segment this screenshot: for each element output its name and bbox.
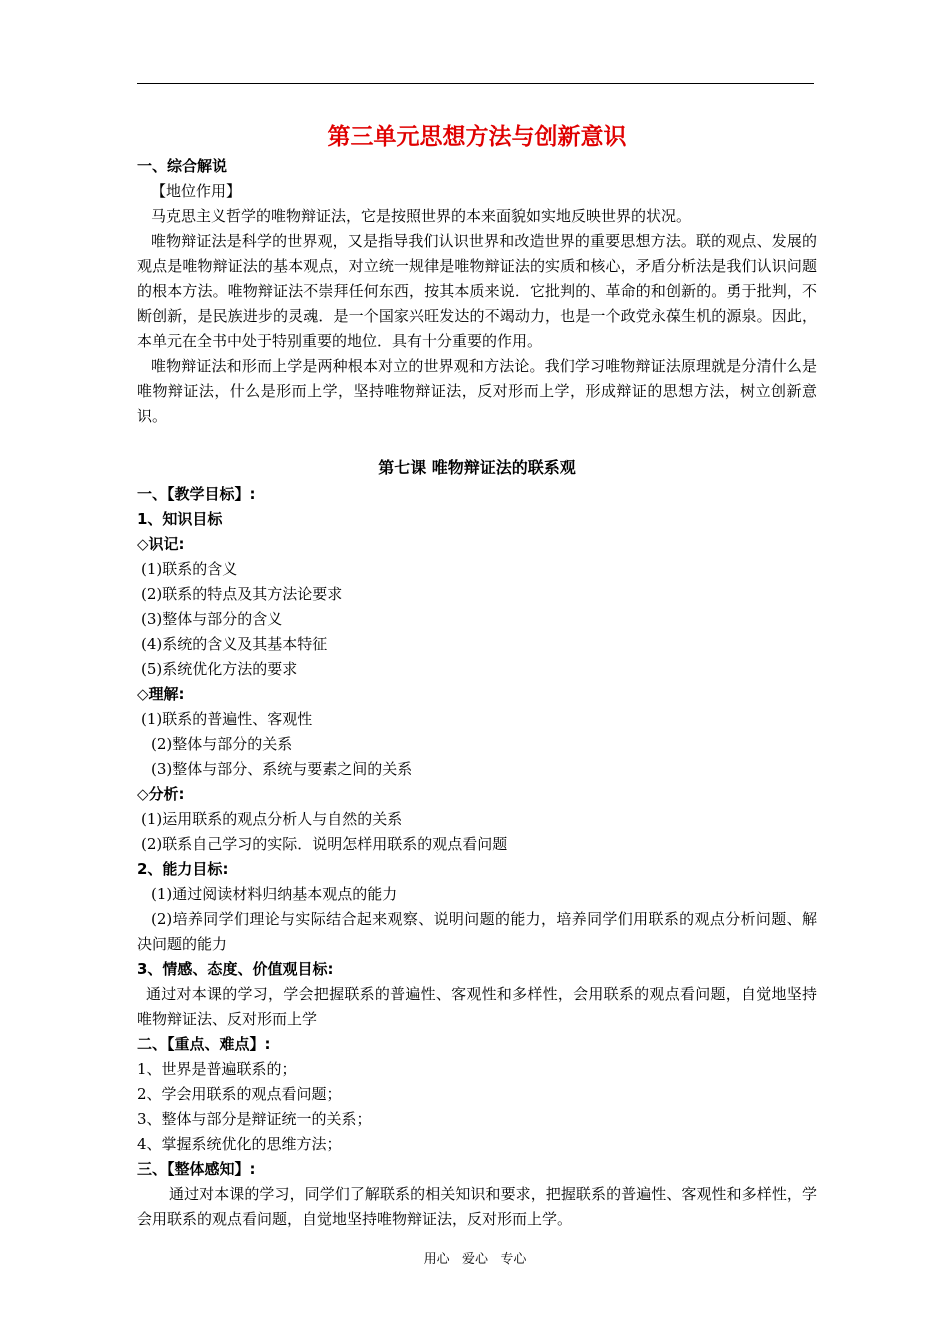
overall-text: 通过对本课的学习，同学们了解联系的相关知识和要求，把握联系的普遍性、客观性和多样性，学会用联系的观点看问题，自觉地坚持唯物辩证法，反对形而上学。	[137, 1185, 817, 1228]
header-rule	[137, 83, 814, 84]
key-points-heading: 二、【重点、难点】:	[137, 1035, 271, 1053]
analyze-heading: ◇分析:	[137, 785, 185, 803]
page-footer: 用心 爱心 专心	[423, 1252, 527, 1267]
understand-item: (2)整体与部分的关系	[151, 735, 293, 753]
key-point-item: 2、学会用联系的观点看问题；	[137, 1085, 342, 1103]
key-point-item: 1、世界是普遍联系的；	[137, 1060, 297, 1078]
memorize-heading: ◇识记:	[137, 535, 185, 553]
memorize-item: (5)系统优化方法的要求	[141, 660, 298, 678]
section-heading-overview: 一、综合解说	[137, 157, 228, 175]
memorize-item: (3)整体与部分的含义	[141, 610, 283, 628]
understand-heading: ◇理解:	[137, 685, 185, 703]
ability-item: (2)培养同学们理论与实际结合起来观察、说明问题的能力，培养同学们用联系的观点分析问题、解决问题的能力	[137, 910, 817, 953]
memorize-item: (4)系统的含义及其基本特征	[141, 635, 328, 653]
lesson-title: 第七课 唯物辩证法的联系观	[378, 458, 576, 477]
emotion-goals-text: 通过对本课的学习，学会把握联系的普遍性、客观性和多样性，会用联系的观点看问题，自觉地坚持唯物辩证法、反对形而上学	[137, 985, 817, 1028]
goals-heading: 一、【教学目标】:	[137, 485, 256, 503]
unit-title: 第三单元思想方法与创新意识	[327, 123, 627, 150]
paragraph-1: 马克思主义哲学的唯物辩证法，它是按照世界的本来面貌如实地反映世界的状况。	[151, 207, 692, 225]
analyze-item: (1)运用联系的观点分析人与自然的关系	[141, 810, 403, 828]
paragraph-2: 唯物辩证法是科学的世界观，又是指导我们认识世界和改造世界的重要思想方法。联的观点、发展的观点是唯物辩证法的基本观点，对立统一规律是唯物辩证法的实质和核心，矛盾分析法是我们认识问题的根本方法。唯物辩证法不崇拜任何东西，按其本质来说．它批判的、革命的和创新的。勇于批判，不断创新，是民族进步的灵魂．是一个国家兴旺发达的不竭动力，也是一个政党永葆生机的源泉。因此，本单元在全书中处于特别重要的地位．具有十分重要的作用。	[137, 232, 817, 350]
understand-item: (3)整体与部分、系统与要素之间的关系	[151, 760, 413, 778]
ability-goals-heading: 2、能力目标:	[137, 860, 229, 878]
key-point-item: 3、整体与部分是辩证统一的关系；	[137, 1110, 372, 1128]
understand-item: (1)联系的普遍性、客观性	[141, 710, 313, 728]
ability-item: (1)通过阅读材料归纳基本观点的能力	[151, 885, 398, 903]
knowledge-goals-heading: 1、知识目标	[137, 510, 223, 528]
emotion-goals-heading: 3、情感、态度、价值观目标:	[137, 960, 334, 978]
memorize-item: (2)联系的特点及其方法论要求	[141, 585, 343, 603]
analyze-item: (2)联系自己学习的实际．说明怎样用联系的观点看问题	[141, 835, 508, 853]
memorize-item: (1)联系的含义	[141, 560, 238, 578]
overall-heading: 三、【整体感知】:	[137, 1160, 256, 1178]
paragraph-3: 唯物辩证法和形而上学是两种根本对立的世界观和方法论。我们学习唯物辩证法原理就是分清什么是唯物辩证法，什么是形而上学，坚持唯物辩证法，反对形而上学，形成辩证的思想方法，树立创新意识。	[137, 357, 817, 425]
key-point-item: 4、掌握系统优化的思维方法；	[137, 1135, 342, 1153]
subheading-role: 【地位作用】	[151, 182, 242, 200]
document-body	[137, 120, 817, 1232]
